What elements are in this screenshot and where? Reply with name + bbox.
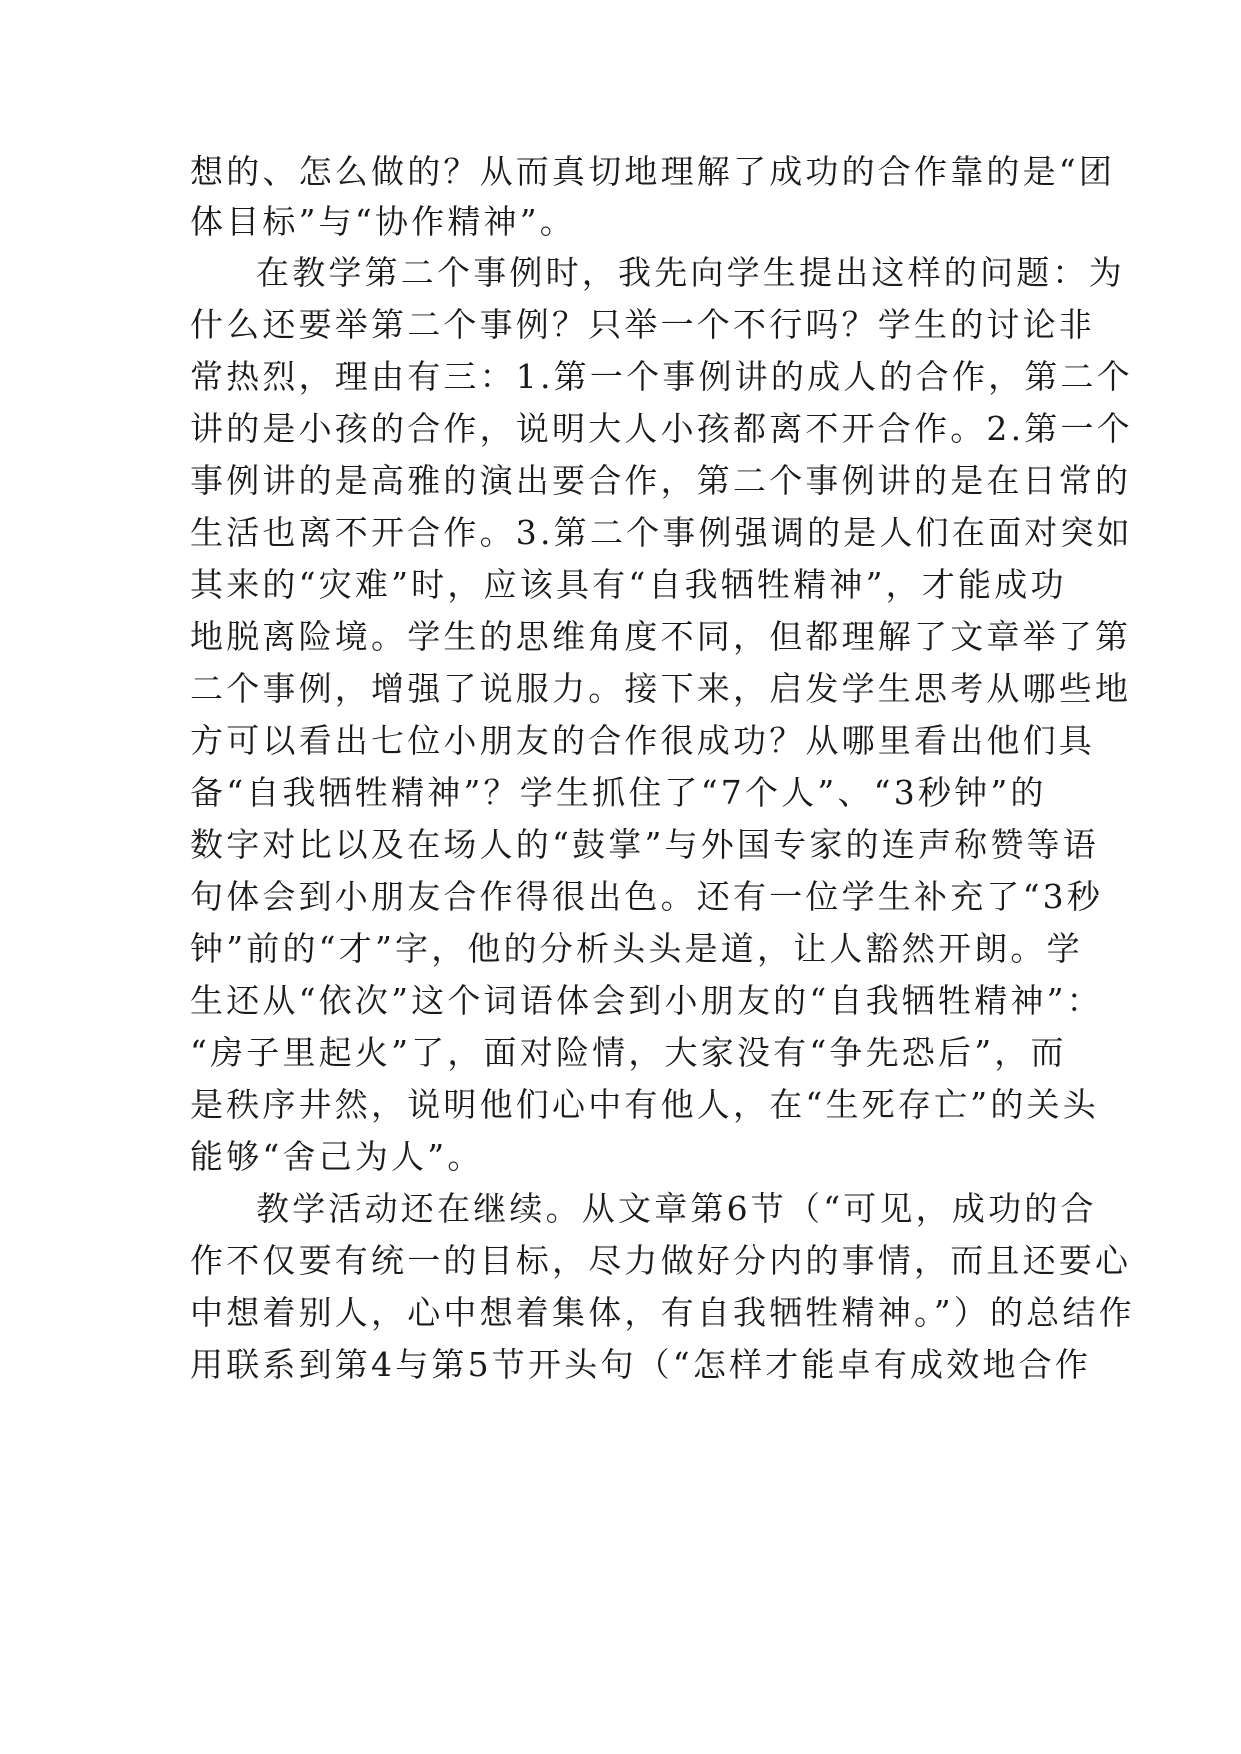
text-line: 是秩序井然，说明他们心中有他人，在“生死存亡”的关头 [190, 1085, 1099, 1124]
text-line: 备“自我牺牲精神”？学生抓住了“7个人”、“3秒钟”的 [190, 773, 1047, 812]
text-line: “房子里起火”了，面对险情，大家没有“争先恐后”，而 [190, 1033, 1067, 1072]
text-line: 生活也离不开合作。3.第二个事例强调的是人们在面对突如 [190, 513, 1133, 552]
text-line: 生还从“依次”这个词语体会到小朋友的“自我牺牲精神”： [190, 981, 1103, 1020]
text-line: 讲的是小孩的合作，说明大人小孩都离不开合作。2.第一个 [190, 409, 1133, 448]
text-line: 用联系到第4与第5节开头句（“怎样才能卓有成效地合作 [190, 1345, 1092, 1384]
text-line: 体目标”与“协作精神”。 [190, 202, 577, 241]
text-line: 句体会到小朋友合作得很出色。还有一位学生补充了“3秒 [190, 877, 1104, 916]
text-line: 数字对比以及在场人的“鼓掌”与外国专家的连声称赞等语 [190, 825, 1099, 864]
text-line: 钟”前的“才”字，他的分析头头是道，让人豁然开朗。学 [190, 929, 1083, 968]
paragraph-start-line: 在教学第二个事例时，我先向学生提出这样的问题：为 [256, 253, 1125, 292]
text-line: 方可以看出七位小朋友的合作很成功？从哪里看出他们具 [190, 721, 1095, 760]
text-line: 中想着别人，心中想着集体，有自我牺牲精神。”）的总结作 [190, 1293, 1135, 1332]
text-line: 其来的“灾难”时，应该具有“自我牺牲精神”，才能成功 [190, 565, 1067, 604]
paragraph-start-line: 教学活动还在继续。从文章第6节（“可见，成功的合 [256, 1189, 1097, 1228]
text-line: 常热烈，理由有三：1.第一个事例讲的成人的合作，第二个 [190, 357, 1133, 396]
text-line: 作不仅要有统一的目标，尽力做好分内的事情，而且还要心 [190, 1241, 1132, 1280]
text-line: 二个事例，增强了说服力。接下来，启发学生思考从哪些地 [190, 669, 1132, 708]
text-line: 什么还要举第二个事例？只举一个不行吗？学生的讨论非 [190, 305, 1095, 344]
text-line: 地脱离险境。学生的思维角度不同，但都理解了文章举了第 [190, 617, 1132, 656]
text-line: 事例讲的是高雅的演出要合作，第二个事例讲的是在日常的 [190, 461, 1132, 500]
text-line: 想的、怎么做的？从而真切地理解了成功的合作靠的是“团 [190, 152, 1116, 191]
text-line: 能够“舍己为人”。 [190, 1137, 484, 1176]
